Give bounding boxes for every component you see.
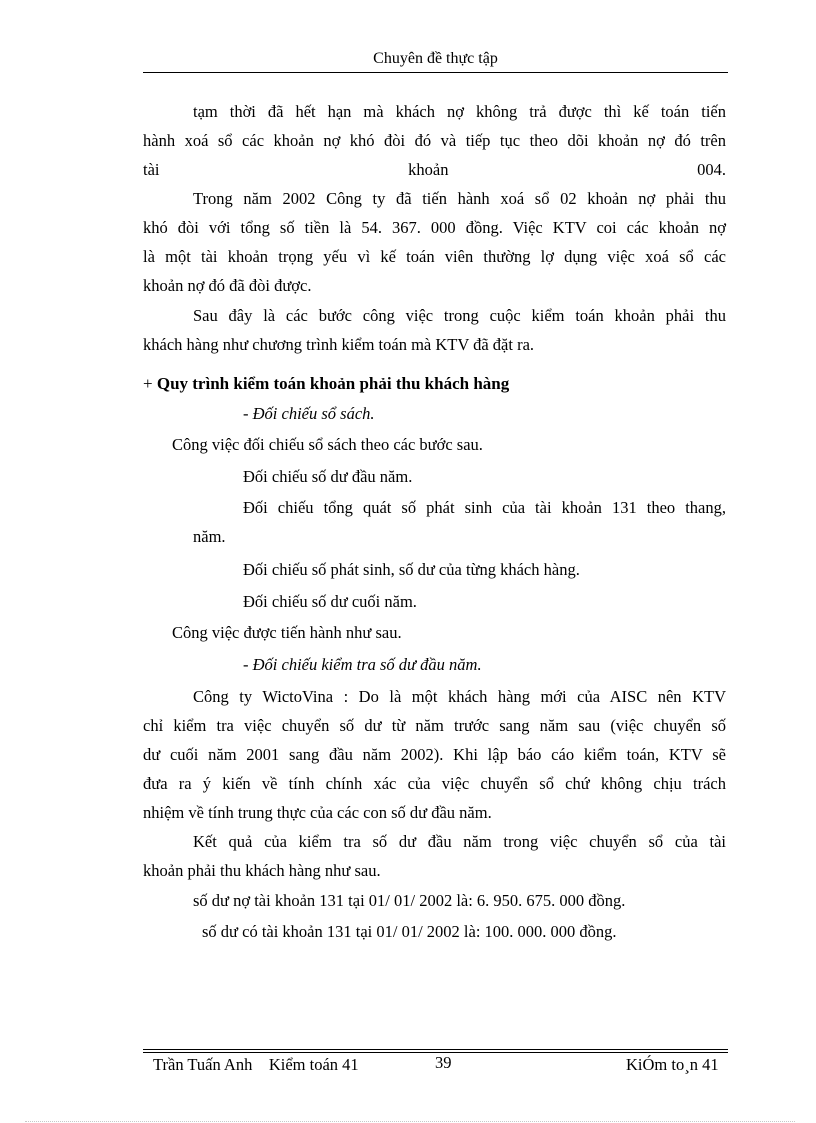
- text-line: dư cuối năm 2001 sang đầu năm 2002). Khi lập báo cáo kiểm toán, KTV sẽ: [143, 745, 726, 764]
- text-line: năm.: [193, 527, 226, 546]
- heading-text: Quy trình kiểm toán khoản phải thu khách hàng: [156, 374, 510, 393]
- text-line: Trong năm 2002 Công ty đã tiến hành xoá sổ 02 khoản nợ phải thu: [193, 189, 726, 208]
- text-line: Đối chiếu số phát sinh, số dư của từng khách hàng.: [243, 560, 580, 579]
- footer-right-label: KiÓm to¸n 41: [626, 1055, 719, 1074]
- header-rule: [143, 72, 728, 73]
- text-line: số dư có tài khoản 131 tại 01/ 01/ 2002 là: 100. 000. 000 đồng.: [202, 922, 617, 941]
- footer-rule: [143, 1049, 728, 1050]
- text-line: Đối chiếu số dư cuối năm.: [243, 592, 417, 611]
- page-edge: [25, 1121, 795, 1122]
- subheading: - Đối chiếu kiểm tra số dư đầu năm.: [243, 655, 482, 674]
- section-heading: [143, 374, 509, 394]
- footer-author: [153, 1055, 359, 1075]
- text-line: khách hàng như chương trình kiểm toán mà KTV đã đặt ra.: [143, 335, 535, 354]
- subheading: - Đối chiếu sổ sách.: [243, 404, 375, 423]
- text-line: nhiệm về tính trung thực của các con số dư đầu năm.: [143, 803, 492, 822]
- text-line: Công việc đối chiếu sổ sách theo các bước sau.: [172, 435, 483, 454]
- text-line: khoản nợ đó đã đòi được.: [143, 276, 312, 295]
- page-number: 39: [435, 1053, 452, 1072]
- text-line: khoản phải thu khách hàng như sau.: [143, 861, 381, 880]
- text-line: khó đòi với tổng số tiền là 54. 367. 000 đồng. Việc KTV coi các khoản nợ: [143, 218, 726, 237]
- text-line: Công việc được tiến hành như sau.: [172, 623, 402, 642]
- text-line: hành xoá sổ các khoản nợ khó đòi đó và tiếp tục theo dõi khoản nợ đó trên: [143, 131, 726, 150]
- text-line: Công ty WictoVina : Do là một khách hàng mới của AISC nên KTV: [193, 687, 726, 706]
- text-line: chỉ kiểm tra việc chuyển số dư từ năm trước sang năm sau (việc chuyển số: [143, 716, 726, 735]
- text-line: Sau đây là các bước công việc trong cuộc kiểm toán khoản phải thu: [193, 306, 726, 325]
- text-line: số dư nợ tài khoản 131 tại 01/ 01/ 2002 là: 6. 950. 675. 000 đồng.: [193, 891, 626, 910]
- footer-class: Kiểm toán 41: [268, 1055, 359, 1074]
- heading-prefix: +: [143, 374, 153, 393]
- text-line: Đối chiếu tổng quát số phát sinh của tài khoản 131 theo thang,: [243, 498, 726, 517]
- text-line: tạm thời đã hết hạn mà khách nợ không trả được thì kế toán tiến: [193, 102, 726, 121]
- text-line: Kết quả của kiểm tra số dư đầu năm trong việc chuyển sổ của tài: [193, 832, 726, 851]
- footer-author-name: Trần Tuấn Anh: [153, 1055, 253, 1074]
- text-line: Đối chiếu số dư đầu năm.: [243, 467, 413, 486]
- header-title: Chuyên đề thực tập: [373, 50, 498, 67]
- text-line: là một tài khoản trọng yếu vì kế toán viên thường lợ dụng việc xoá sổ các: [143, 247, 726, 266]
- text-line: đưa ra ý kiến về tính chính xác của việc chuyển sổ chứ không chịu trách: [143, 774, 726, 793]
- text-line: tài khoản 004.: [143, 160, 726, 179]
